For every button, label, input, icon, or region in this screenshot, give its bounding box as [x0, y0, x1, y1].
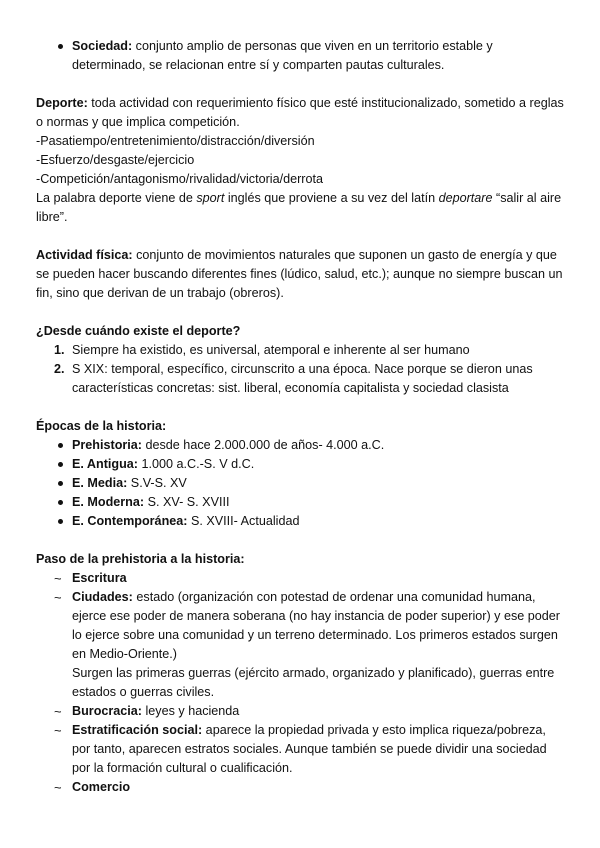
list-item-comercio [36, 778, 566, 797]
tilde-bullet-icon: ~ [54, 704, 62, 719]
list-item [36, 455, 566, 474]
bullet-icon [58, 481, 63, 486]
origin-word-sport: sport [196, 191, 225, 205]
actividad-text: conjunto de movimientos naturales que suponen un gasto de energía y que se pueden hacer buscando diferentes fines (lúdico, salud, etc.); aunque no siempre buscan un fin, sino que derivan de un trabajo (obreros). [36, 248, 563, 300]
list-item-text: Siempre ha existido, es universal, atemporal e inherente al ser humano [72, 343, 470, 357]
tilde-bullet-icon: ~ [54, 590, 62, 605]
sociedad-definition: conjunto amplio de personas que viven en un territorio estable y determinado, se relacionan entre sí y comparten pautas culturales. [72, 39, 493, 72]
list-item [36, 493, 566, 512]
list-item-sociedad [36, 37, 566, 75]
term-text: S.V-S. XV [127, 476, 187, 490]
estratificacion-text: aparece la propiedad privada y esto implica riqueza/pobreza, por tanto, aparecen estratos sociales. Aunque también se puede dividir una sociedad por la formación cultural o cualificación. [72, 723, 547, 775]
heading-epocas: Épocas de la historia: [36, 419, 167, 433]
list-item-escritura [36, 569, 566, 588]
term-actividad: Actividad física: [36, 248, 133, 262]
bullet-icon [58, 44, 63, 49]
tilde-bullet-icon: ~ [54, 780, 62, 795]
origin-text-a: La palabra deporte viene de [36, 191, 197, 205]
term: Prehistoria: [72, 438, 142, 452]
bullet-icon [58, 443, 63, 448]
desde-list [36, 341, 566, 398]
bullet-icon [58, 462, 63, 467]
term-comercio: Comercio [72, 780, 131, 794]
term-ciudades: Ciudades: [72, 590, 133, 604]
deporte-line-3: -Competición/antagonismo/rivalidad/victoria/derrota [36, 172, 323, 186]
document-page [36, 37, 566, 797]
list-item-ciudades [36, 588, 566, 702]
list-item [36, 474, 566, 493]
list-item [36, 436, 566, 455]
origin-text-b: inglés que proviene a su vez del latín [224, 191, 439, 205]
term-burocracia: Burocracia: [72, 704, 142, 718]
term-deporte: Deporte: [36, 96, 88, 110]
list-item [36, 360, 566, 398]
term-text: desde hace 2.000.000 de años- 4.000 a.C. [142, 438, 385, 452]
bullet-icon [58, 519, 63, 524]
deporte-origin [36, 189, 566, 227]
term-estratificacion: Estratificación social: [72, 723, 203, 737]
term-sociedad: Sociedad: [72, 39, 133, 53]
term-text: S. XVIII- Actualidad [187, 514, 300, 528]
actividad-definition [36, 246, 566, 303]
tilde-bullet-icon: ~ [54, 571, 62, 586]
term-text: S. XV- S. XVIII [144, 495, 230, 509]
list-item [36, 512, 566, 531]
list-number: 2. [54, 362, 65, 376]
epocas-list [36, 436, 566, 531]
heading-paso: Paso de la prehistoria a la historia: [36, 552, 245, 566]
tilde-bullet-icon: ~ [54, 723, 62, 738]
origin-text-c: “salir al aire libre”. [36, 191, 562, 224]
list-item-estratificacion [36, 721, 566, 778]
origin-word-deportare: deportare [438, 191, 493, 205]
deporte-text: toda actividad con requerimiento físico que esté institucionalizado, sometido a reglas o normas y que implica competición. [36, 96, 564, 129]
list-item-text: S XIX: temporal, específico, circunscrito a una época. Nace porque se dieron unas características concretas: sist. liberal, economía capitalista y sociedad clasista [72, 362, 533, 395]
ciudades-text: estado (organización con potestad de ordenar una comunidad humana, ejerce ese poder de manera soberana (no hay instancia de poder superior) y ese poder lo ejerce sobre una comunidad y un terreno determinado. Los primeros estados surgen en Medio-Oriente.) [72, 590, 560, 661]
ciudades-extra: Surgen las primeras guerras (ejército armado, organizado y planificado), guerras entre estados o guerras civiles. [72, 666, 555, 699]
term-escritura: Escritura [72, 571, 127, 585]
deporte-line-2: -Esfuerzo/desgaste/ejercicio [36, 153, 195, 167]
term: E. Antigua: [72, 457, 138, 471]
deporte-line-1: -Pasatiempo/entretenimiento/distracción/diversión [36, 134, 315, 148]
list-number: 1. [54, 343, 65, 357]
sociedad-list [36, 37, 566, 75]
list-item [36, 341, 566, 360]
paso-list [36, 569, 566, 797]
list-item-burocracia [36, 702, 566, 721]
heading-desde: ¿Desde cuándo existe el deporte? [36, 324, 241, 338]
term: E. Moderna: [72, 495, 145, 509]
term-text: 1.000 a.C.-S. V d.C. [138, 457, 255, 471]
term: E. Contemporánea: [72, 514, 188, 528]
burocracia-text: leyes y hacienda [142, 704, 240, 718]
bullet-icon [58, 500, 63, 505]
term: E. Media: [72, 476, 128, 490]
deporte-definition [36, 94, 566, 132]
